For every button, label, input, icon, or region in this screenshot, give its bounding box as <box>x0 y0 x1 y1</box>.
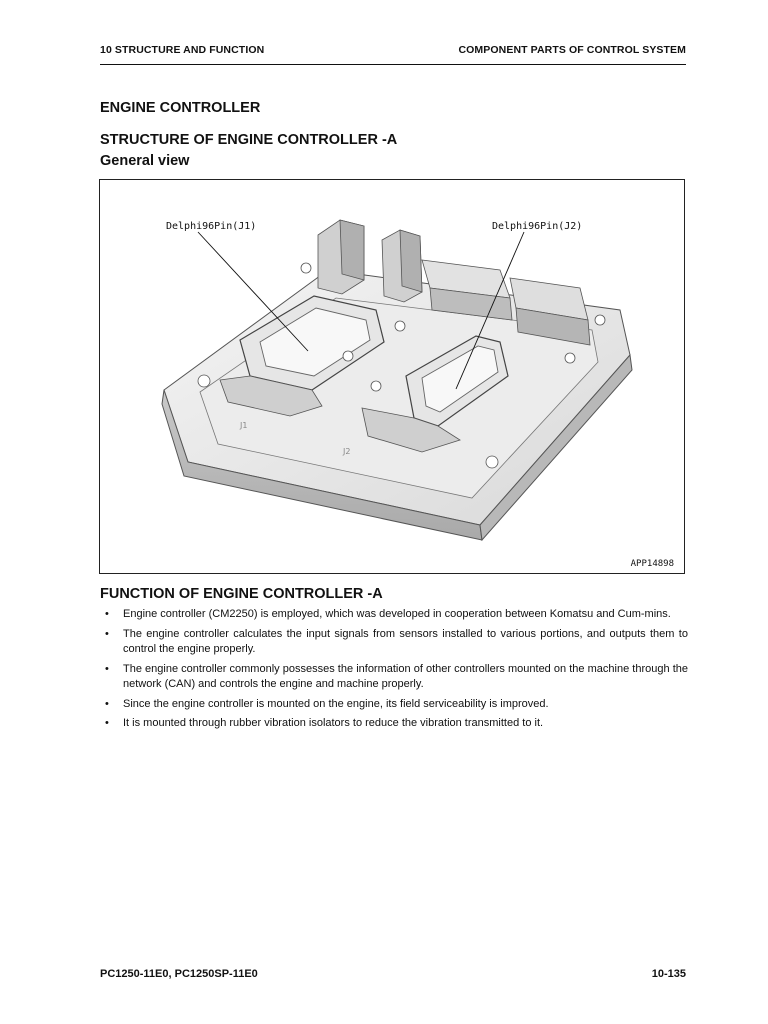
function-list <box>100 607 688 736</box>
header-section-title: 10 STRUCTURE AND FUNCTION <box>100 44 265 56</box>
structure-heading: STRUCTURE OF ENGINE CONTROLLER -A <box>100 132 398 148</box>
callout-j1: Delphi96Pin(J1) <box>166 221 257 232</box>
page-footer <box>100 968 686 980</box>
callout-j2: Delphi96Pin(J2) <box>492 221 583 232</box>
function-heading: FUNCTION OF ENGINE CONTROLLER -A <box>100 586 383 602</box>
engraved-j2-label: J2 <box>343 447 351 456</box>
page-title: ENGINE CONTROLLER <box>100 100 261 116</box>
list-item: • The engine controller commonly possesses the information of other controllers mounted on the machine through the network (CAN) and controls the engine and machine properly. <box>100 662 688 693</box>
engraved-j1-label: J1 <box>240 421 248 430</box>
engine-controller-illustration <box>100 180 686 575</box>
engine-controller-figure <box>99 179 685 574</box>
figure-id: APP14898 <box>630 559 674 569</box>
page-header <box>100 44 686 65</box>
footer-models: PC1250-11E0, PC1250SP-11E0 <box>100 968 258 980</box>
page-number: 10-135 <box>651 968 686 980</box>
header-chapter-title: COMPONENT PARTS OF CONTROL SYSTEM <box>458 44 686 56</box>
general-view-heading: General view <box>100 153 190 169</box>
list-item: • Engine controller (CM2250) is employed, which was developed in cooperation between Komatsu and Cum-mins. <box>100 607 688 623</box>
list-item: • The engine controller calculates the input signals from sensors installed to various portions, and outputs them to control the engine properly. <box>100 627 688 658</box>
list-item: • It is mounted through rubber vibration isolators to reduce the vibration transmitted to it. <box>100 716 688 732</box>
list-item: • Since the engine controller is mounted on the engine, its field serviceability is improved. <box>100 697 688 713</box>
